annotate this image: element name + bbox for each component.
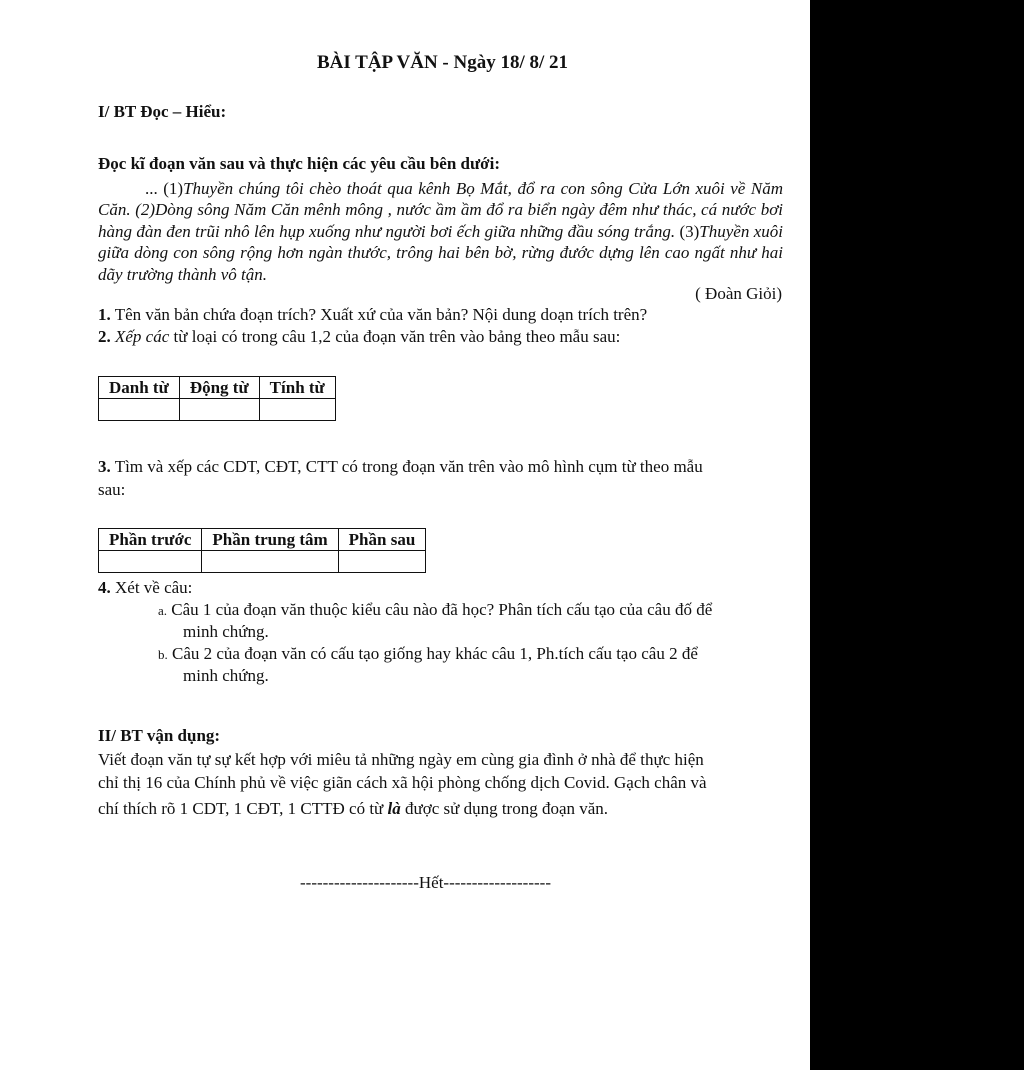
question-1 <box>98 304 647 326</box>
q1-text: Tên văn bản chứa đoạn trích? Xuất xứ của văn bản? Nội dung doạn trích trên? <box>110 305 648 324</box>
table2-cell <box>202 551 338 573</box>
table1-cell <box>259 399 335 421</box>
q2-italic: Xếp các <box>110 327 170 346</box>
page-title: BÀI TẬP VĂN - Ngày 18/ 8/ 21 <box>316 52 569 73</box>
table2-header: Phần trung tâm <box>202 529 338 551</box>
q4a-marker: a. <box>158 603 168 618</box>
table2-header: Phần trước <box>99 529 202 551</box>
section-2-heading: II/ BT vận dụng: <box>98 726 221 745</box>
end-marker: ---------------------Hết------------------- <box>300 873 551 892</box>
table1-header: Tính từ <box>259 377 335 399</box>
table2-cell <box>99 551 202 573</box>
q4a <box>158 599 712 622</box>
passage-s1: Thuyền chúng tôi chèo thoát qua kênh Bọ Mắt, đổ ra con sông Cửa Lớn xuôi về Năm Căn. (2)Dòng sông Năm Căn mênh mông , nước ầm ầm đổ ra biển ngày đêm như thác, cá nước bơi hàng đàn đen trũi nhô lên hụp xuống như người bơi ếch giữa những đầu sóng trắng. <box>98 179 783 241</box>
q4b-line1: Câu 2 của đoạn văn có cấu tạo giống hay khác câu 1, Ph.tích cấu tạo câu 2 để <box>167 644 698 663</box>
question-4 <box>98 577 192 599</box>
q3-line2: sau: <box>98 480 126 499</box>
instruction: Đọc kĩ đoạn văn sau và thực hiện các yêu cầu bên dưới: <box>98 154 500 173</box>
black-margin <box>810 0 1024 1070</box>
phrase-model-table <box>98 528 426 573</box>
question-3 <box>98 456 703 478</box>
table1-cell <box>99 399 180 421</box>
passage-s3-prefix: (3) <box>675 221 700 241</box>
app-line3-bold: là <box>387 799 401 818</box>
table2-cell <box>338 551 426 573</box>
passage-s3: Thuyền xuôi giữa dòng con sông rộng hơn ngàn thước, trông hai bên bờ, rừng đước dựng lên cao ngất như hai dãy trường thành vô tận. <box>98 221 783 284</box>
passage-s1-prefix: ... (1) <box>145 179 184 198</box>
q4a-line1: Câu 1 của đoạn văn thuộc kiểu câu nào đã học? Phân tích cấu tạo của câu đố để <box>167 600 713 619</box>
application-line1: Viết đoạn văn tự sự kết hợp với miêu tả những ngày em cùng gia đình ở nhà để thực hiện <box>98 750 704 769</box>
application-line2: chỉ thị 16 của Chính phủ về việc giãn cách xã hội phòng chống dịch Covid. Gạch chân và <box>98 773 707 792</box>
word-class-table <box>98 376 336 421</box>
table1-header: Động từ <box>179 377 259 399</box>
q4b <box>158 643 698 666</box>
q3-line1: Tìm và xếp các CDT, CĐT, CTT có trong đoạn văn trên vào mô hình cụm từ theo mẫu <box>110 457 703 476</box>
q4-text: Xét về câu: <box>110 578 193 597</box>
q3-number: 3. <box>98 457 111 476</box>
section-1-heading: I/ BT Đọc – Hiểu: <box>98 102 227 121</box>
author: ( Đoàn Giỏi) <box>695 284 782 303</box>
q1-number: 1. <box>98 305 111 324</box>
app-line3-b: được sử dụng trong đoạn văn. <box>400 799 609 818</box>
q2-number: 2. <box>98 327 111 346</box>
q2-text: từ loại có trong câu 1,2 của đoạn văn trên vào bảng theo mẫu sau: <box>169 327 621 346</box>
table2-header: Phần sau <box>338 529 426 551</box>
q4a-line2: minh chứng. <box>183 622 269 641</box>
app-line3-a: chí thích rõ 1 CDT, 1 CĐT, 1 CTTĐ có từ <box>98 799 388 818</box>
table1-header: Danh từ <box>99 377 180 399</box>
question-2 <box>98 326 620 348</box>
table1-cell <box>179 399 259 421</box>
q4-number: 4. <box>98 578 111 597</box>
q4b-line2: minh chứng. <box>183 666 269 685</box>
q4b-marker: b. <box>158 647 168 662</box>
application-line3 <box>98 798 608 820</box>
passage <box>98 178 783 285</box>
